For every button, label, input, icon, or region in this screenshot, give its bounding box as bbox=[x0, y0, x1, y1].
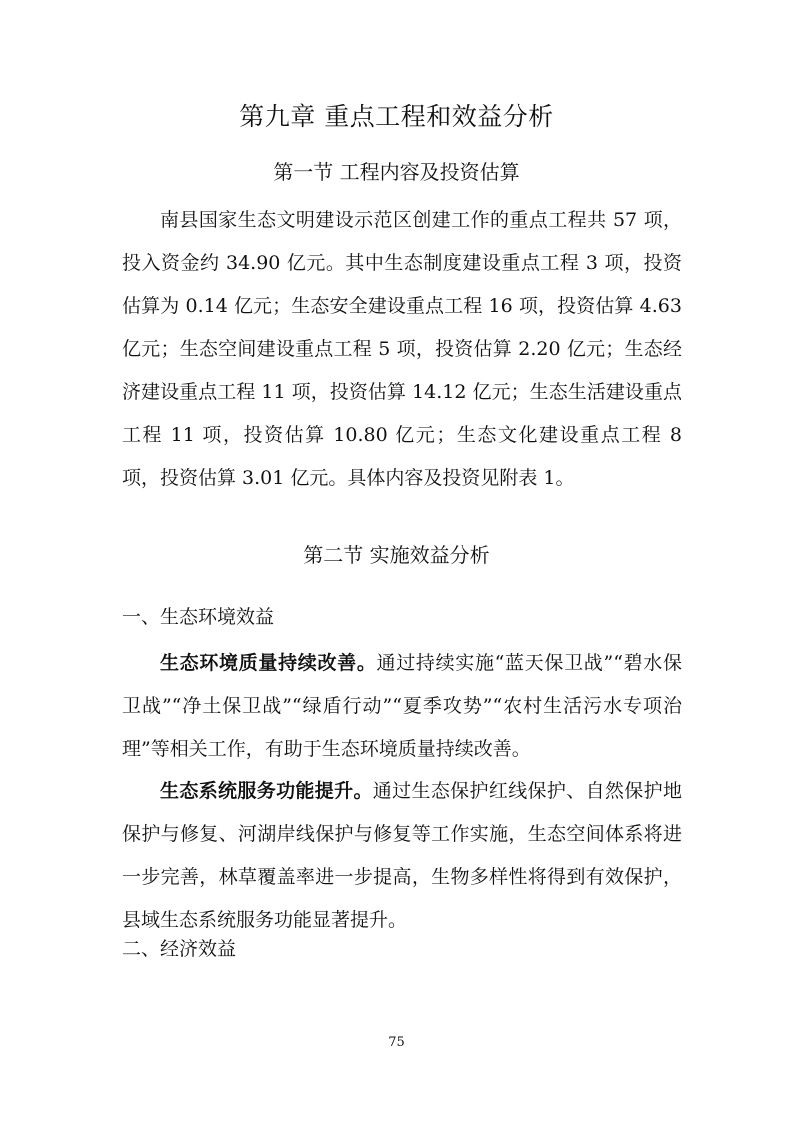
section-title-benefits: 第二节 实施效益分析 bbox=[303, 543, 490, 567]
ecosystem-services-paragraph bbox=[122, 770, 682, 942]
environment-quality-paragraph bbox=[122, 642, 682, 771]
subheading-economic-benefits: 二、经济效益 bbox=[122, 938, 237, 960]
ecosystem-services-text: 通过生态保护红线保护、自然保护地保护与修复、河湖岸线保护与修复等工作实施，生态空间体系将进一步完善，林草覆盖率进一步提高，生物多样性将得到有效保护，县域生态系统服务功能显著提升。 bbox=[122, 780, 682, 931]
section-title-engineering: 第一节 工程内容及投资估算 bbox=[273, 160, 520, 184]
page-number: 75 bbox=[388, 1035, 405, 1050]
environment-quality-lead: 生态环境质量持续改善。 bbox=[160, 652, 377, 674]
investment-paragraph: 南县国家生态文明建设示范区创建工作的重点工程共 57 项，投入资金约 34.90 亿元。其中生态制度建设重点工程 3 项，投资估算为 0.14 亿元；生态安全建设重点工程 16 项，投资估算 4.63 亿元；生态空间建设重点工程 5 项，投资估算 2.20 亿元；生态经济建设重点工程 11 项，投资估算 14.12 亿元；生态生活建设重点工程 11 项，投资估算 10.80 亿元；生态文化建设重点工程 8 项，投资估算 3.01 亿元。具体内容及投资见附表 1。 bbox=[122, 209, 682, 489]
ecosystem-services-lead: 生态系统服务功能提升。 bbox=[160, 780, 373, 802]
subheading-ecological-benefits: 一、生态环境效益 bbox=[122, 606, 275, 628]
chapter-title: 第九章 重点工程和效益分析 bbox=[239, 102, 554, 131]
environment-quality-text: 通过持续实施“蓝天保卫战”“碧水保卫战”“净土保卫战”“绿盾行动”“夏季攻势”“农村生活污水专项治理”等相关工作，有助于生态环境质量持续改善。 bbox=[122, 652, 682, 760]
